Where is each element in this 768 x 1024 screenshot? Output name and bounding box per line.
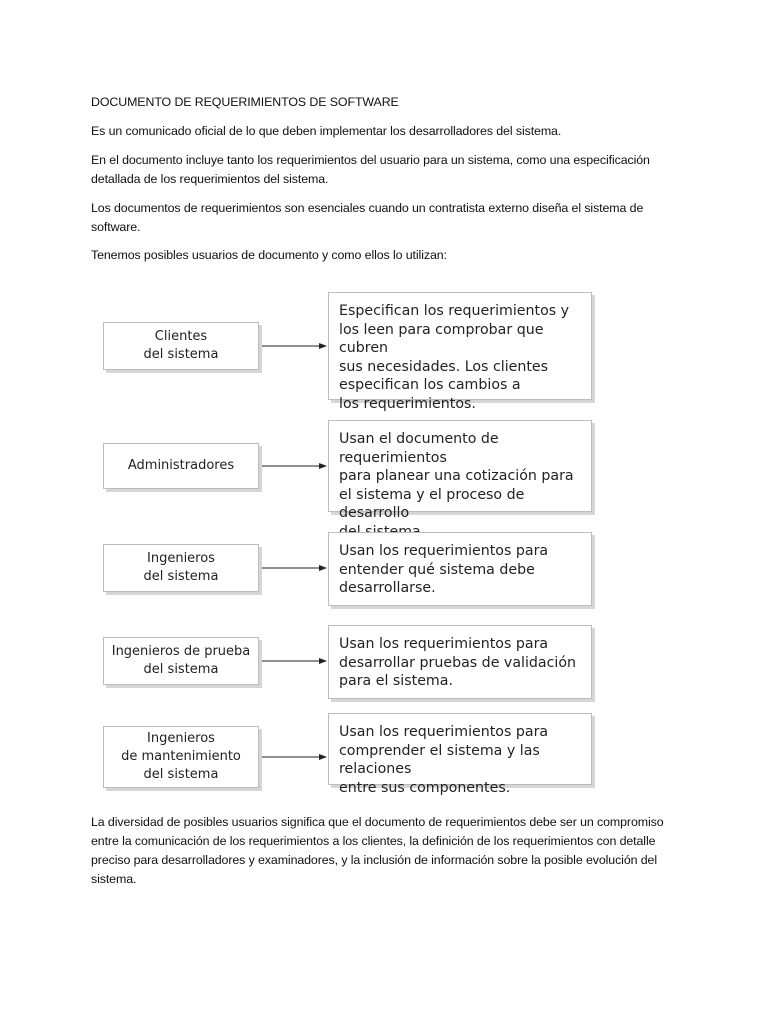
use-description: Usan los requerimientos para comprender el sistema y las relaciones entre sus componentes. xyxy=(339,724,549,796)
user-label: Ingenieros de prueba del sistema xyxy=(111,644,251,677)
document-title: DOCUMENTO DE REQUERIMIENTOS DE SOFTWARE xyxy=(91,95,399,109)
user-box-administradores xyxy=(103,443,259,489)
use-description: Usan los requerimientos para desarrollar pruebas de validación para el sistema. xyxy=(339,636,577,689)
paragraph-content: En el documento incluye tanto los requerimientos del usuario para un sistema, como una especificación detallada de los requerimientos del sistema. xyxy=(91,153,650,186)
use-box-ingenieros-prueba xyxy=(328,625,592,699)
user-label: Ingenieros de mantenimiento del sistema xyxy=(121,731,241,782)
use-box-ingenieros-mantenimiento xyxy=(328,713,592,796)
user-box-ingenieros-sistema xyxy=(103,544,259,592)
user-box-clientes xyxy=(103,322,259,370)
use-description: Usan el documento de requerimientos para planear una cotización para el sistema y el proceso de desarrollo xyxy=(339,431,574,521)
use-description: Especifican los requerimientos y los leen para comprobar que cubren sus necesidades. Los clientes especifican los cambios a los requerimientos. xyxy=(339,303,570,412)
paragraph-closing: La diversidad de posibles usuarios significa que el documento de requerimientos debe ser un compromiso entre la comunicación de los requerimientos a los clientes, la definición de los requerimientos con detalle preciso para desarrolladores y examinadores, y la inclusión de información sobre la posible evolución del sistema. xyxy=(91,815,664,886)
user-label: Clientes del sistema xyxy=(143,329,219,362)
user-label: Administradores xyxy=(127,458,235,473)
paragraph-users-intro: Tenemos posibles usuarios de documento y como ellos lo utilizan: xyxy=(91,248,447,262)
paragraph-intro: Es un comunicado oficial de lo que deben implementar los desarrolladores del sistema. xyxy=(91,124,562,138)
paragraph-contractor: Los documentos de requerimientos son esenciales cuando un contratista externo diseña el sistema de software. xyxy=(91,201,644,234)
use-box-administradores xyxy=(328,420,592,521)
user-box-ingenieros-mantenimiento xyxy=(103,726,259,788)
use-description: Usan los requerimientos para entender qué sistema debe desarrollarse. xyxy=(339,543,549,596)
use-box-ingenieros-sistema xyxy=(328,532,592,606)
user-label: Ingenieros del sistema xyxy=(143,551,219,584)
user-box-ingenieros-prueba xyxy=(103,637,259,685)
use-box-clientes xyxy=(328,292,592,412)
